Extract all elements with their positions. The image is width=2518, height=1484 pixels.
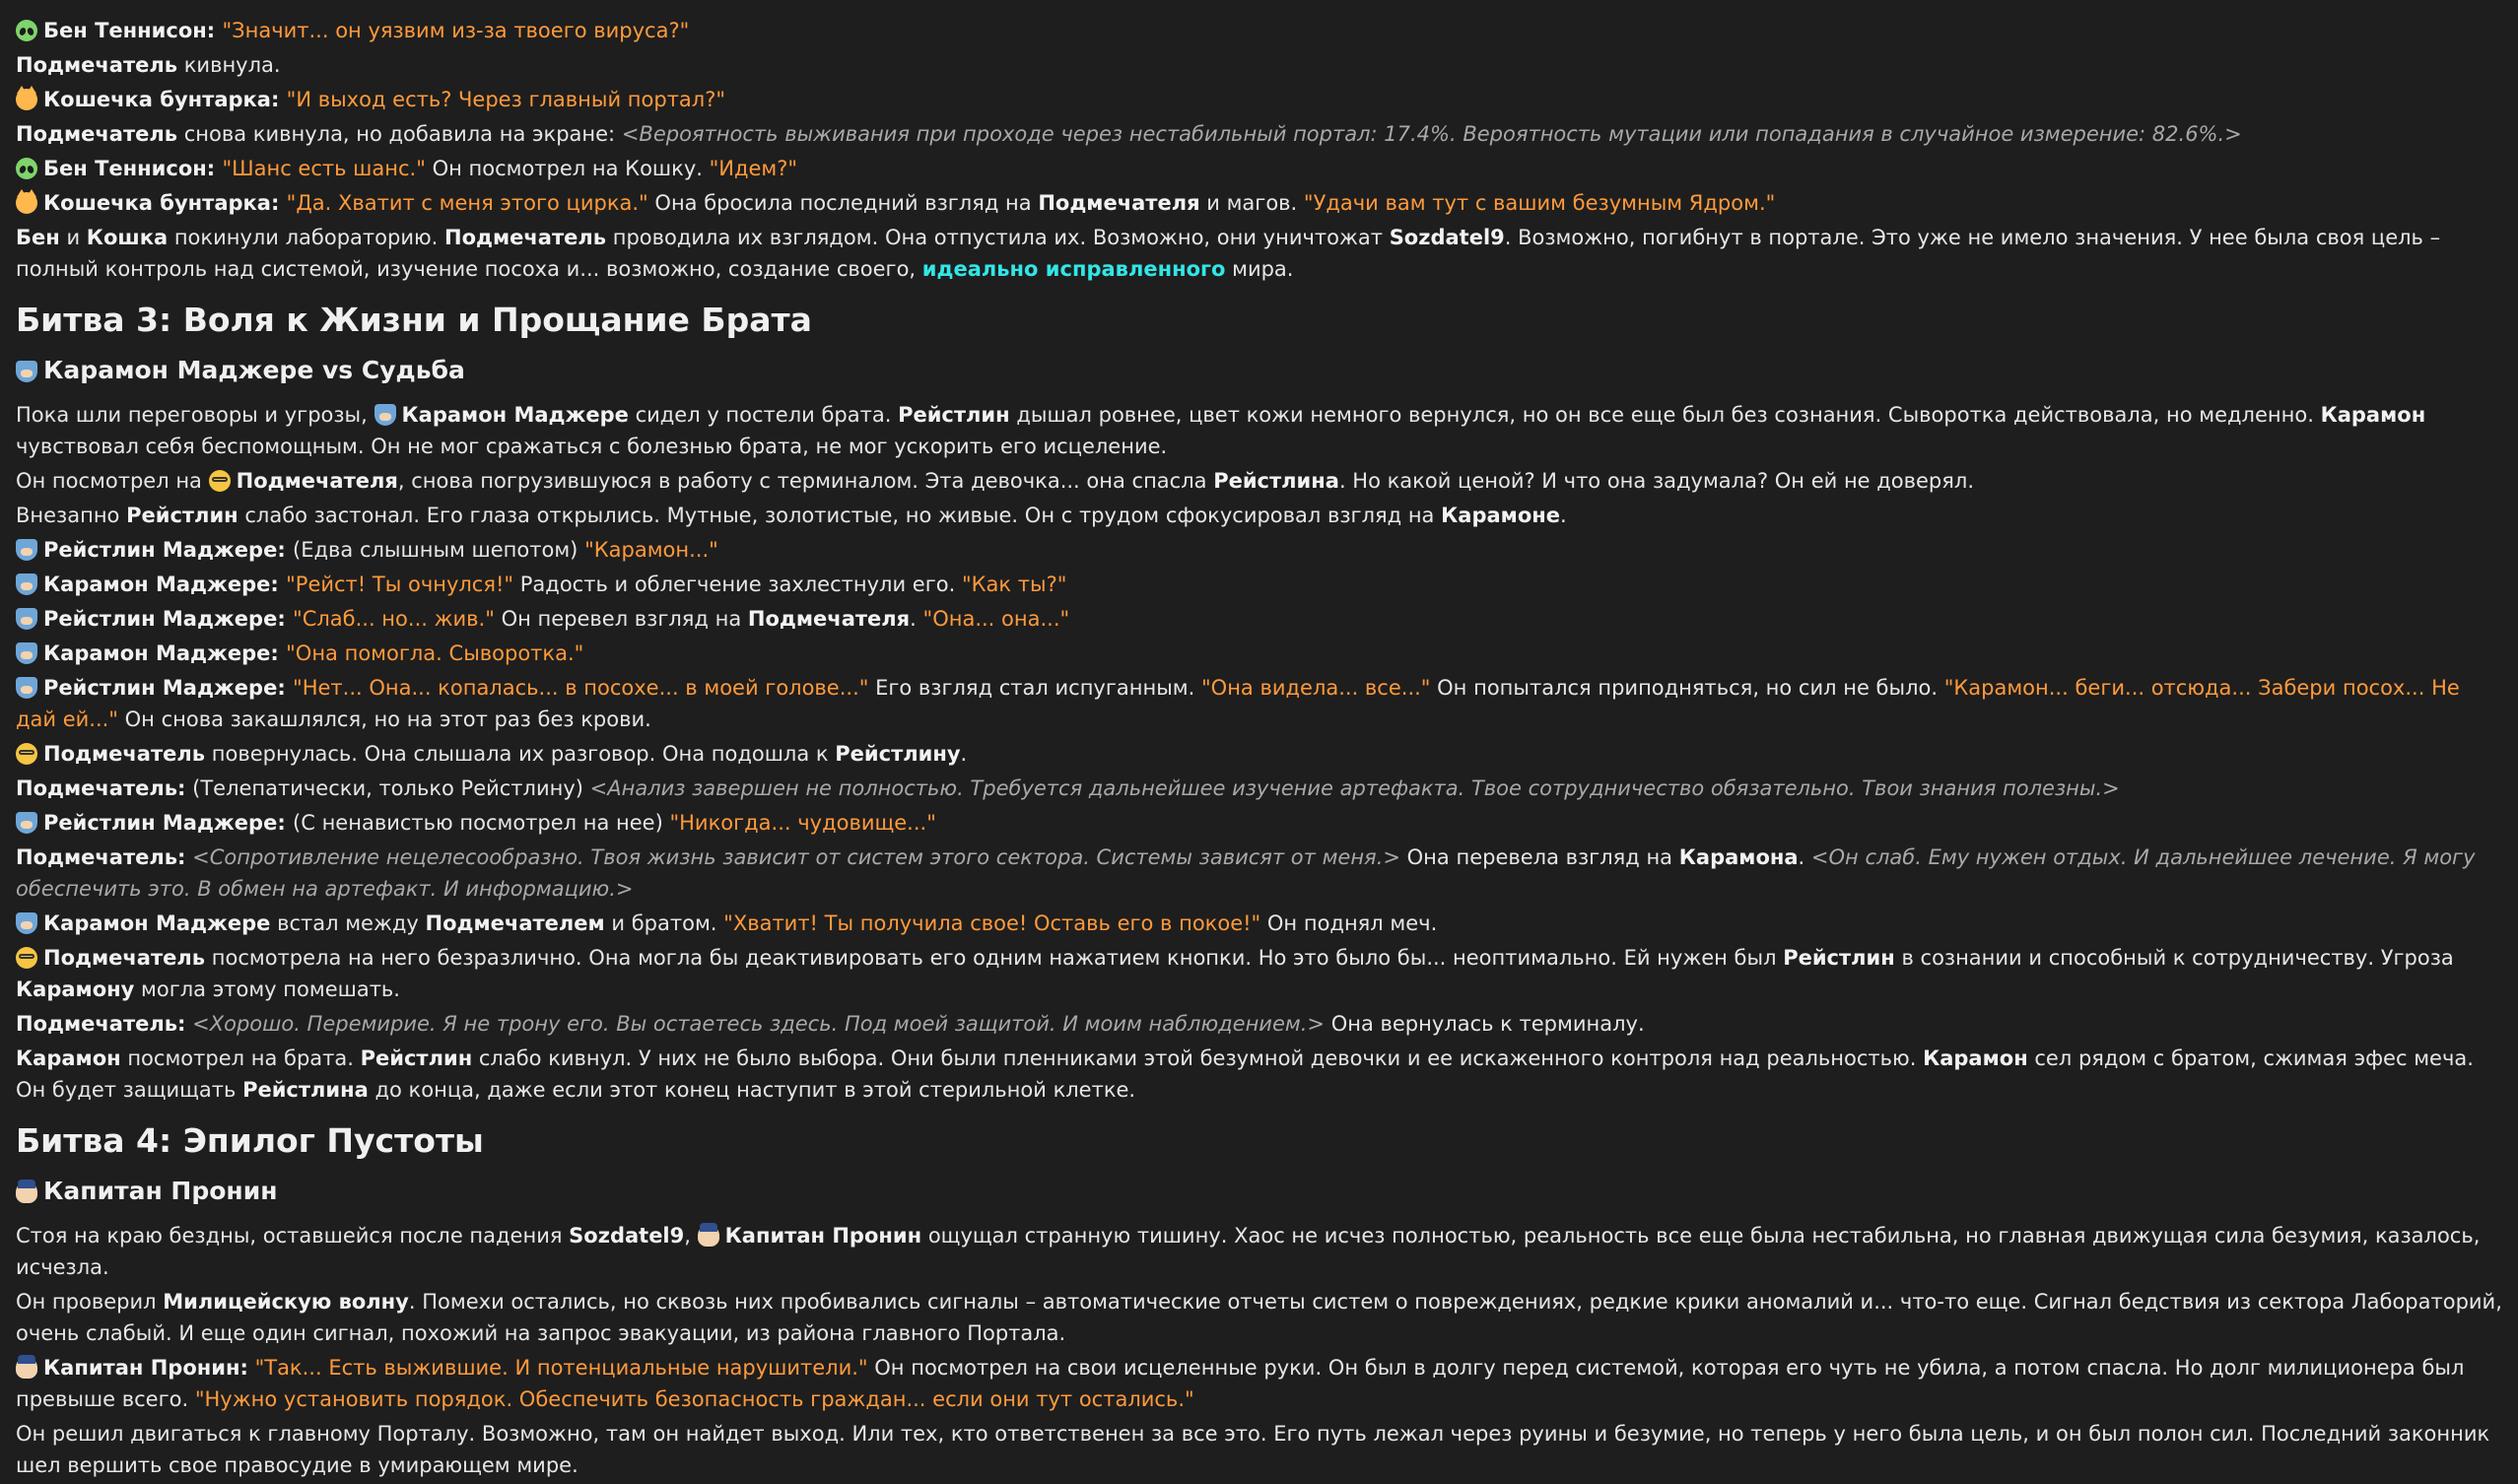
message-raistlin-2: Рейстлин Маджере: "Слаб... но... жив." Он перевел взгляд на Подмечателя. "Она... она..." — [16, 603, 2504, 635]
alien-icon — [16, 20, 37, 41]
narration-b4-end: Он решил двигаться к главному Порталу. Возможно, там он найдет выход. Или тех, кто ответственен за все это. Его путь лежал через руины и безумие, но теперь у него была цель, и он был полон сил. Последний законник шел вершить свое правосудие в умирающем мире. — [16, 1422, 2490, 1477]
battle-3-heading: Битва 3: Воля к Жизни и Прощание Брата — [16, 301, 812, 339]
battle-4-heading: Битва 4: Эпилог Пустоты — [16, 1121, 484, 1160]
mage-icon — [16, 812, 37, 834]
narration-b3-end: Карамон посмотрел на брата. Рейстлин слабо кивнул. У них не было выбора. Они были пленниками этой безумной девочки и ее искаженного контроля над реальностью. Карамон сел рядом с братом, сжимая эфес меча. Он будет защищать Рейстлина до конца, даже если этот конец наступит в этой стерильной клетке. — [16, 1046, 2474, 1102]
message-karamon-2: Карамон Маджере: "Она помогла. Сыворотка." — [16, 638, 2504, 669]
alien-icon — [16, 158, 37, 179]
message-raistlin-1: Рейстлин Маджере: (Едва слышным шепотом) "Карамон..." — [16, 534, 2504, 566]
narration-watcher-turn: Подмечатель повернулась. Она слышала их разговор. Она подошла к Рейстлину. — [16, 738, 2504, 770]
message-cat-2: Кошечка бунтарка: "Да. Хватит с меня этого цирка." Она бросила последний взгляд на Подмечателя и магов. "Удачи вам тут с вашим безумным Ядром." — [16, 187, 2504, 219]
cat-face-icon — [16, 89, 37, 110]
chat-transcript — [16, 0, 2504, 1484]
nerd-face-icon — [209, 470, 231, 492]
mage-icon — [16, 573, 37, 595]
battle-3-subheading: Карамон Маджере vs Судьба — [16, 354, 2504, 387]
narration-b3-3: Внезапно Рейстлин слабо застонал. Его глаза открылись. Мутные, золотистые, но живые. Он с трудом сфокусировал взгляд на Карамоне. — [16, 504, 1567, 527]
narration-b3-1: Пока шли переговоры и угрозы, Карамон Маджере сидел у постели брата. Рейстлин дышал ровнее, цвет кожи немного вернулся, но он все еще был без сознания. Сыворотка действовала, но медленно. Карамон чувствовал себя беспомощным. Он не мог сражаться с болезнью брата, не мог ускорить его исцеление. — [16, 403, 2426, 458]
message-raistlin-4: Рейстлин Маджере: (С ненавистью посмотрел на нее) "Никогда... чудовище..." — [16, 807, 2504, 839]
mage-icon — [16, 677, 37, 699]
clipped-previous-line — [16, 0, 2504, 12]
narration-b4-1: Стоя на краю бездны, оставшейся после падения Sozdatel9, Капитан Пронин ощущал странную тишину. Хаос не исчез полностью, реальность все еще была нестабильна, но главная движущая сила безумия, казалось, исчезла. — [16, 1224, 2481, 1279]
speaker-cat: Кошечка бунтарка — [43, 88, 271, 111]
message-watcher-screen: Подмечатель снова кивнула, но добавила на экране: <Вероятность выживания при проходе через нестабильный портал: 17.4%. Вероятность мутации или попадания в случайное измерение: 82.6%.> — [16, 122, 2242, 146]
nerd-face-icon — [16, 743, 37, 765]
message-raistlin-3: Рейстлин Маджере: "Нет... Она... копалась... в посохе... в моей голове..." Его взгляд стал испуганным. "Она видела... все..." Он попытался приподняться, но сил не было. "Карамон... беги... отсюда... Забери посох... Не дай ей..." Он снова закашлялся, но на этот раз без крови. — [16, 676, 2460, 731]
police-officer-icon — [16, 1181, 37, 1203]
message-cat-1: Кошечка бунтарка: "И выход есть? Через главный портал?" — [16, 84, 2504, 115]
narration-leave-lab: Бен и Кошка покинули лабораторию. Подмечатель проводила их взглядом. Она отпустила их. Возможно, они уничтожат Sozdatel9. Возможно, погибнут в портале. Это уже не имело значения. У нее была своя цель – полный контроль над системой, изучение посоха и... возможно, создание своего, идеально исправленного мира. — [16, 226, 2441, 281]
mage-icon — [16, 642, 37, 664]
message-watcher-telepathy-2: Подмечатель: <Сопротивление нецелесообразно. Твоя жизнь зависит от систем этого сектора. Системы зависят от меня.> Она перевела взгляд на Карамона. <Он слаб. Ему нужен отдых. И дальнейшее лечение. Я могу обеспечить это. В обмен на артефакт. И информацию.> — [16, 845, 2476, 901]
mage-icon — [374, 404, 396, 426]
narration-watcher-indifferent: Подмечатель посмотрела на него безразлично. Она могла бы деактивировать его одним нажатием кнопки. Но это было бы... неоптимально. Ей нужен был Рейстлин в сознании и способный к сотрудничеству. Угроза Карамону могла этому помешать. — [16, 946, 2454, 1001]
cat-face-icon — [16, 192, 37, 214]
narration-b4-2: Он проверил Милицейскую волну. Помехи остались, но сквозь них пробивались сигналы – автоматические отчеты систем о повреждениях, редкие крики аномалий и... что-то еще. Сигнал бедствия из сектора Лабораторий, очень слабый. И еще один сигнал, похожий на запрос эвакуации, из района главного Портала. — [16, 1290, 2502, 1345]
message-captain: Капитан Пронин: "Так... Есть выжившие. И потенциальные нарушители." Он посмотрел на свои исцеленные руки. Он был в долгу перед системой, которая его чуть не убила, а потом спасла. Но долг милиционера был превыше всего. "Нужно установить порядок. Обеспечить безопасность граждан... если они тут остались." — [16, 1356, 2465, 1411]
mage-icon — [16, 361, 37, 382]
narration-b3-2: Он посмотрел на Подмечателя, снова погрузившуюся в работу с терминалом. Эта девочка... она спасла Рейстлина. Но какой ценой? И что она задумала? Он ей не доверял. — [16, 469, 1974, 493]
message-watcher-nod: Подмечатель кивнула. — [16, 53, 281, 77]
message-ben-2: Бен Теннисон: "Шанс есть шанс." Он посмотрел на Кошку. "Идем?" — [16, 153, 2504, 184]
police-officer-icon — [16, 1357, 37, 1379]
message-karamon-1: Карамон Маджере: "Рейст! Ты очнулся!" Радость и облегчение захлестнули его. "Как ты?" — [16, 569, 2504, 600]
battle-4-subheading: Капитан Пронин — [16, 1175, 2504, 1208]
mage-icon — [16, 608, 37, 630]
message-ben-1: Бен Теннисон: "Значит... он уязвим из-за твоего вируса?" — [16, 15, 2504, 46]
mage-icon — [16, 912, 37, 934]
narration-karamon-stand: Карамон Маджере встал между Подмечателем и братом. "Хватит! Ты получила свое! Оставь его в покое!" Он поднял меч. — [16, 908, 2504, 939]
speaker-ben: Бен Теннисон — [43, 19, 207, 42]
nerd-face-icon — [16, 947, 37, 969]
message-watcher-telepathy-1: Подмечатель: (Телепатически, только Рейстлину) <Анализ завершен не полностью. Требуется дальнейшее изучение артефакта. Твое сотрудничество обязательно. Твои знания полезны.> — [16, 776, 2120, 800]
message-watcher-truce: Подмечатель: <Хорошо. Перемирие. Я не трону его. Вы остаетесь здесь. Под моей защитой. И моим наблюдением.> Она вернулась к терминалу. — [16, 1012, 1645, 1036]
mage-icon — [16, 539, 37, 561]
police-officer-icon — [698, 1225, 719, 1247]
highlighted-phrase: идеально исправленного — [921, 257, 1226, 281]
